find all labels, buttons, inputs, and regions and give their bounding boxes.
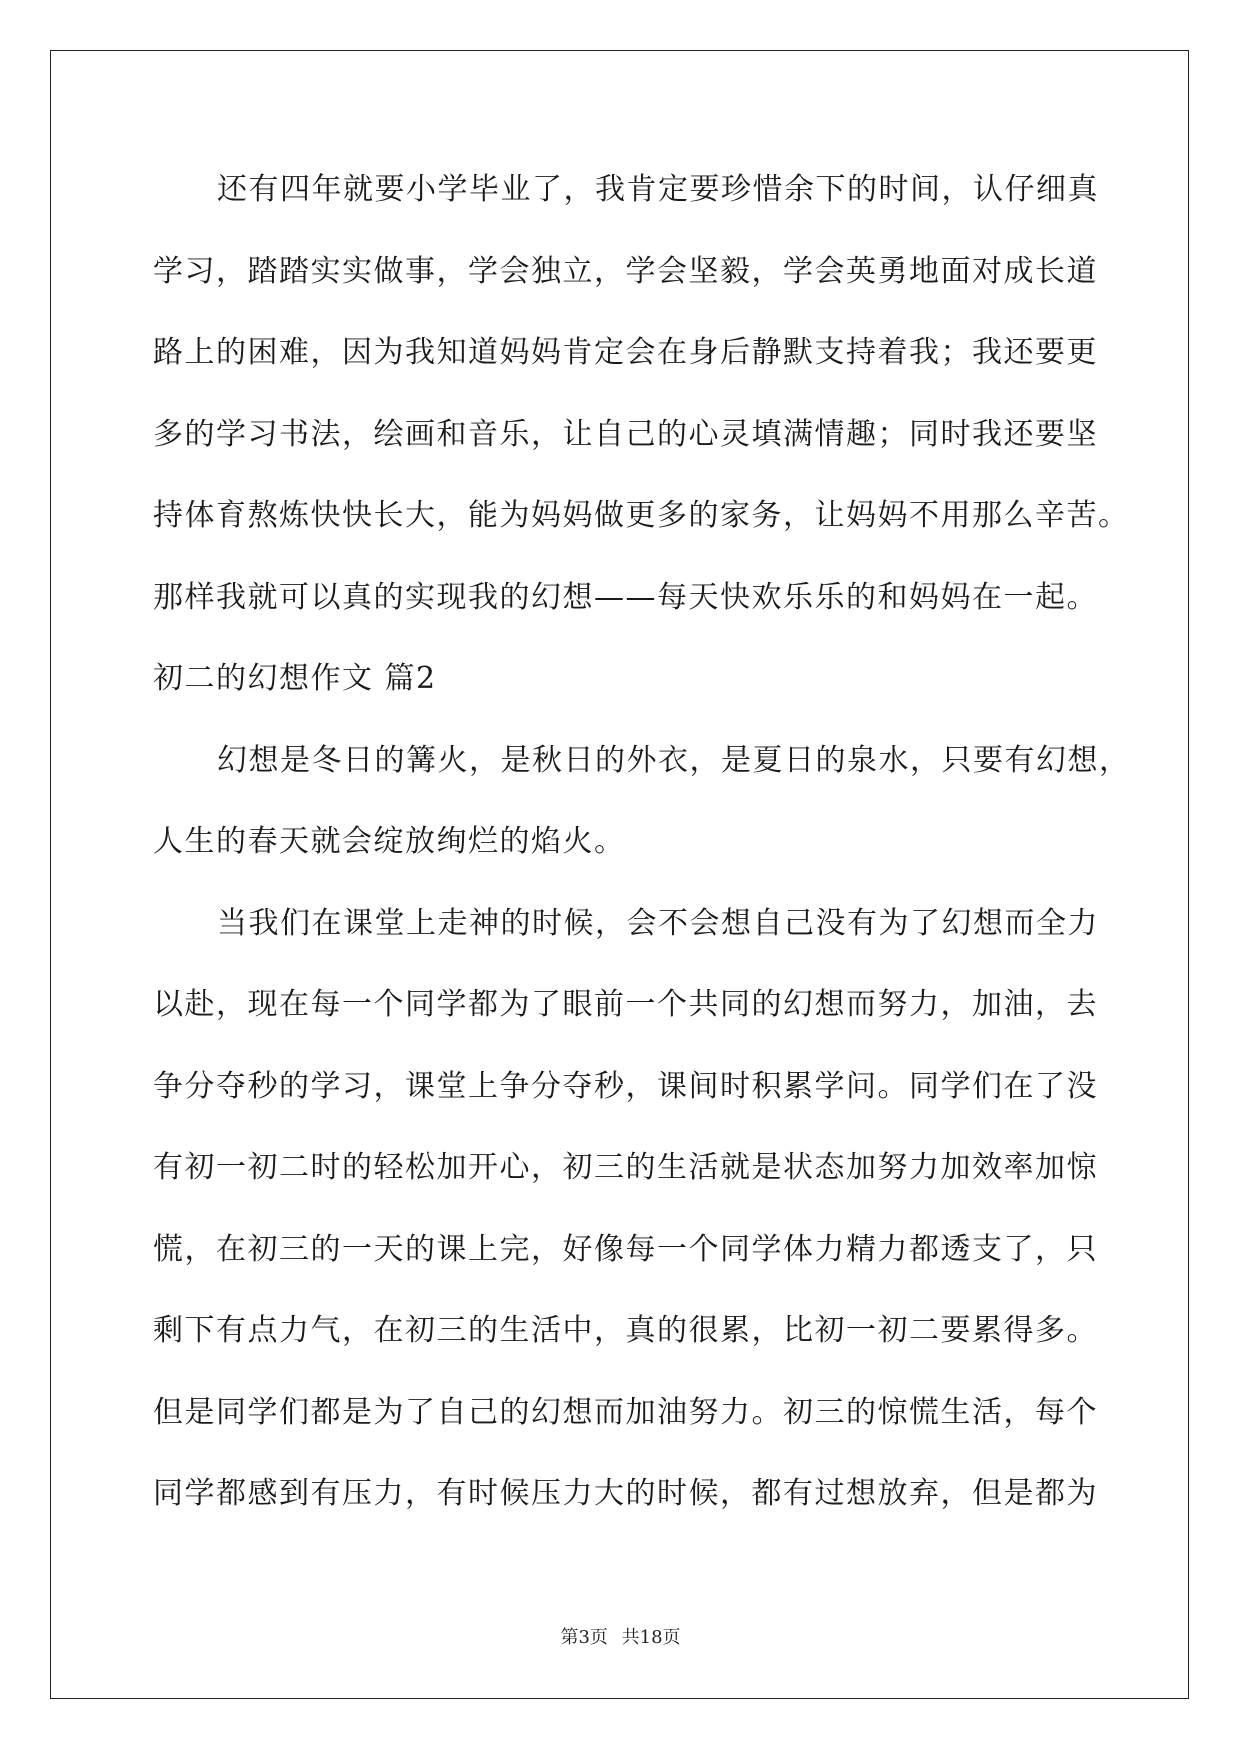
text-line: 同学都感到有压力，有时候压力大的时候，都有过想放弃，但是都为 — [153, 1476, 1098, 1511]
text-line: 有初一初二时的轻松加开心，初三的生活就是状态加努力加效率加惊 — [153, 1150, 1098, 1185]
text-line: 但是同学们都是为了自己的幻想而加油努力。初三的惊慌生活，每个 — [153, 1394, 1098, 1430]
text-line: 人生的春天就会绽放绚烂的焰火。 — [153, 824, 626, 859]
text-line: 学习，踏踏实实做事，学会独立，学会坚毅，学会英勇地面对成长道 — [153, 253, 1098, 289]
page-footer — [0, 1623, 1241, 1649]
text-line: 当我们在课堂上走神的时候，会不会想自己没有为了幻想而全力 — [217, 905, 1099, 941]
text-line: 慌，在初三的一天的课上完，好像每一个同学体力精力都透支了，只 — [153, 1231, 1098, 1267]
text-line: 争分夺秒的学习，课堂上争分夺秒，课间时积累学问。同学们在了没 — [153, 1068, 1098, 1104]
document-body — [153, 160, 1131, 1546]
section-heading: 初二的幻想作文 篇2 — [153, 661, 437, 696]
text-line: 持体育熬炼快快长大，能为妈妈做更多的家务，让妈妈不用那么辛苦。 — [153, 498, 1130, 533]
text-line: 路上的困难，因为我知道妈妈肯定会在身后静默支持着我；我还要更 — [153, 335, 1098, 370]
page-number: 第3页 — [560, 1627, 608, 1648]
text-line: 多的学习书法，绘画和音乐，让自己的心灵填满情趣；同时我还要坚 — [153, 416, 1098, 452]
text-line: 幻想是冬日的篝火，是秋日的外衣，是夏日的泉水，只要有幻想， — [217, 742, 1131, 778]
page-total: 共18页 — [621, 1627, 681, 1648]
text-line: 以赴，现在每一个同学都为了眼前一个共同的幻想而努力，加油，去 — [153, 987, 1098, 1022]
text-line: 那样我就可以真的实现我的幻想——每天快欢乐乐的和妈妈在一起。 — [153, 579, 1098, 615]
text-line: 剩下有点力气，在初三的生活中，真的很累，比初一初二要累得多。 — [153, 1313, 1098, 1348]
text-line: 还有四年就要小学毕业了，我肯定要珍惜余下的时间，认仔细真 — [217, 172, 1099, 207]
